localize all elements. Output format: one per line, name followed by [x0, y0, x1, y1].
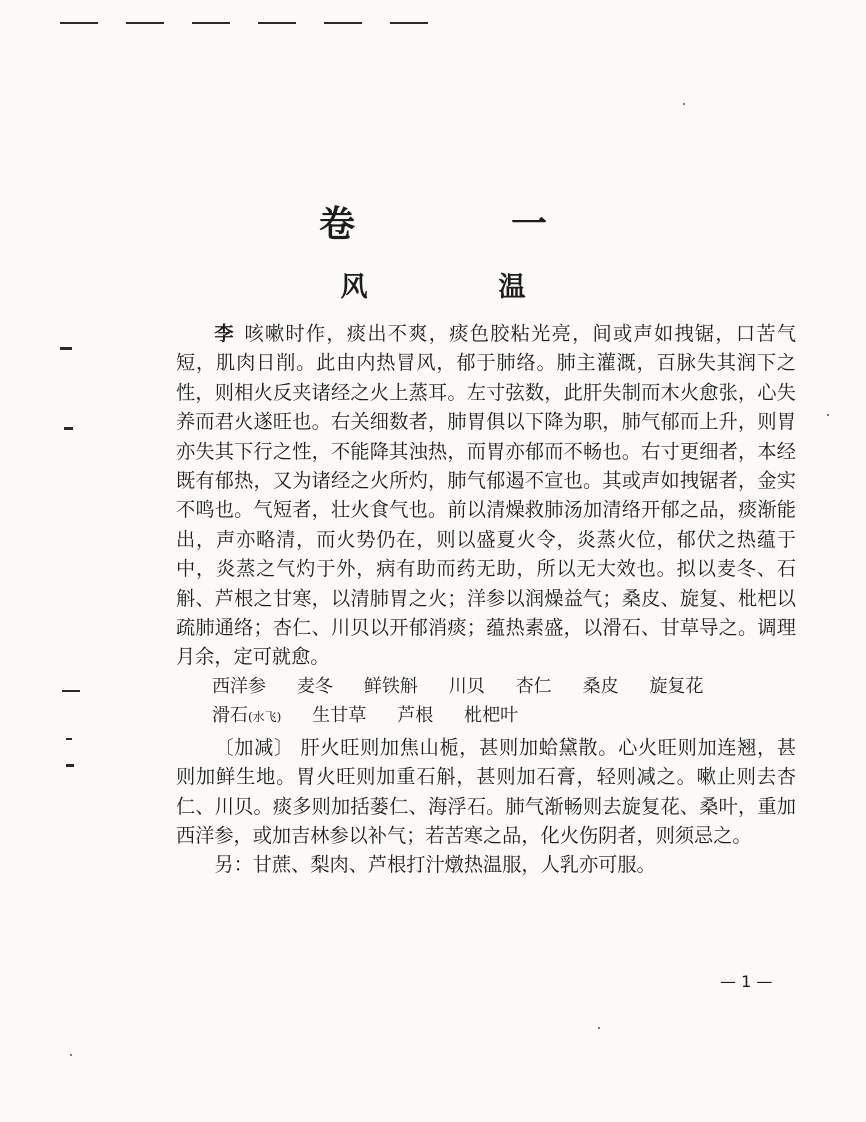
case-paragraph	[176, 319, 796, 672]
herb-item: 旋复花	[649, 675, 704, 697]
margin-mark	[60, 347, 72, 350]
header-rule	[324, 22, 362, 24]
prescription-line-2	[176, 701, 796, 732]
patient-surname: 李	[214, 322, 235, 345]
herb-item: 鲜铁斛	[363, 675, 418, 697]
case-text: 咳嗽时作，痰出不爽，痰色胶粘光亮，间或声如拽锯，口苦气短，肌肉日削。此由内热冒风，郁于肺络。肺主灌溉，百脉失其润下之性，则相火反夹诸经之火上蒸耳。左寸弦数，此肝失制而木火愈张，心失养而君火遂旺也。右关细数者，肺胃俱以下降为职，肺气郁而上升，则胃亦失其下行之性，不能降其浊热，而胃亦郁而不畅也。右寸更细者，本经既有郁热，又为诸经之火所灼，肺气郁遏不宣也。其或声如拽锯者，金实不鸣也。气短者，壮火食气也。前以清燥救肺汤加清络开郁之品，痰渐能出，声亦略清，而火势仍在，则以盛夏火令，炎蒸火位，郁伏之热蕴于中，炎蒸之气灼于外，病有助而药无助，所以无大效也。拟以麦冬、石斛、芦根之甘寒，以清肺胃之火；洋参以润燥益气；桑皮、旋复、枇杷以疏肺通络；杏仁、川贝以开郁消痰；蕴热素盛，以滑石、甘草导之。调理月余，定可就愈。	[176, 322, 797, 669]
header-rule	[126, 22, 164, 24]
header-rule	[258, 22, 296, 24]
header-rule	[60, 22, 98, 24]
herb-item: 桑皮	[582, 675, 619, 697]
herb-item-with-note	[212, 705, 281, 726]
page-number: — 1 —	[720, 972, 773, 991]
header-rule	[390, 22, 428, 24]
section-title: 风 温	[340, 272, 578, 303]
herb-item: 滑石	[212, 705, 248, 727]
herb-item: 川贝	[448, 675, 485, 697]
alternative-paragraph	[176, 850, 796, 879]
margin-mark	[64, 427, 73, 430]
herb-item: 麦冬	[296, 675, 333, 697]
alternative-label: 另：	[214, 853, 253, 877]
margin-mark	[62, 690, 80, 692]
speck	[598, 1027, 600, 1029]
margin-mark	[66, 738, 72, 740]
herb-item: 生甘草	[312, 705, 367, 727]
speck	[683, 103, 685, 105]
speck	[827, 414, 829, 416]
margin-mark	[66, 764, 74, 767]
herb-note: (水飞)	[248, 710, 282, 725]
modification-text: 肝火旺则加焦山栀，甚则加蛤黛散。心火旺则加连翘，甚则加鲜生地。胃火旺则加重石斛，甚则加石膏，轻则减之。嗽止则去杏仁、川贝。痰多则加括蒌仁、海浮石。肺气渐畅则去旋复花、桑叶，重加西洋参，或加吉林参以补气；若苦寒之品，化火伤阴者，则须忌之。	[176, 735, 797, 847]
header-rule	[192, 22, 230, 24]
herb-item: 杏仁	[515, 675, 552, 697]
page-body	[176, 319, 796, 880]
volume-title: 卷 一	[318, 203, 607, 245]
herb-item: 西洋参	[212, 675, 266, 697]
modification-label: 〔加减〕	[214, 735, 294, 759]
herb-item: 芦根	[397, 705, 434, 727]
herb-item: 枇杷叶	[464, 705, 519, 727]
modification-paragraph	[176, 733, 796, 851]
alternative-text: 甘蔗、梨肉、芦根打汁燉热温服，人乳亦可服。	[252, 853, 656, 877]
prescription-line-1	[176, 672, 796, 701]
speck	[70, 1054, 72, 1056]
